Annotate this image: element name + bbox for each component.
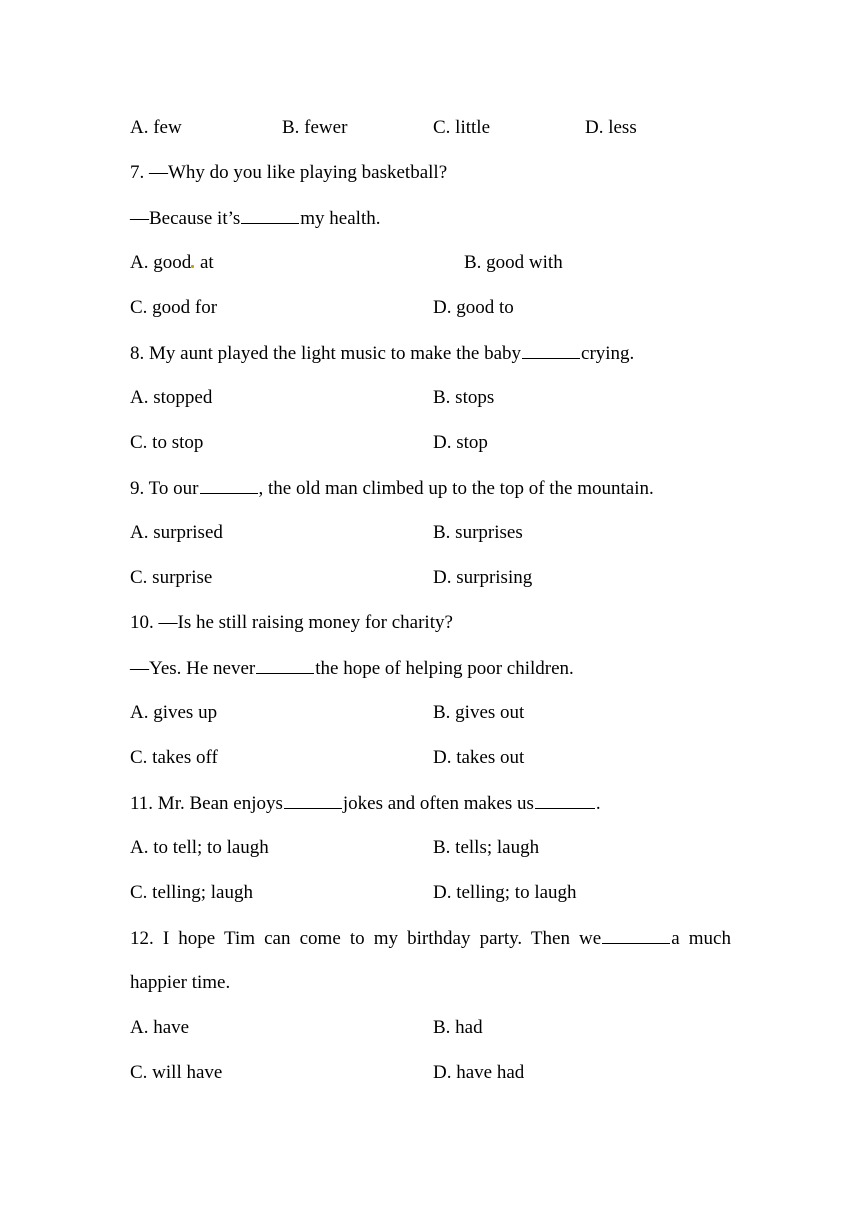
q8-stem-before: 8. My aunt played the light music to make the baby <box>130 343 522 364</box>
q9-option-b: B. surprises <box>433 522 523 543</box>
q7-reply-before: —Because it’s <box>130 208 241 229</box>
q11-option-d: D. telling; to laugh <box>433 882 577 903</box>
q7-stem: 7. —Why do you like playing basketball? <box>130 162 448 183</box>
q11-stem <box>130 791 601 816</box>
q8-answer-blank <box>522 341 580 359</box>
q6-option-d: D. less <box>585 117 637 138</box>
q9-stem-before: 9. To our <box>130 478 199 499</box>
q10-stem: 10. —Is he still raising money for charity? <box>130 612 453 633</box>
q8-option-c: C. to stop <box>130 432 204 453</box>
q10-option-c: C. takes off <box>130 747 218 768</box>
q12-option-b: B. had <box>433 1017 483 1038</box>
q12-stem-before: 12. I hope Tim can come to my birthday party. Then we <box>130 928 602 949</box>
q12-option-c: C. will have <box>130 1062 223 1083</box>
q10-answer-blank <box>256 656 314 674</box>
q11-option-a: A. to tell; to laugh <box>130 837 269 858</box>
q8-stem-after: crying. <box>581 343 635 364</box>
q7-option-d: D. good to <box>433 297 514 318</box>
q6-option-b: B. fewer <box>282 117 348 138</box>
q7-reply <box>130 206 380 231</box>
highlight-mark <box>191 265 194 268</box>
q6-option-c: C. little <box>433 117 490 138</box>
q12-option-a: A. have <box>130 1017 190 1038</box>
q8-option-d: D. stop <box>433 432 488 453</box>
q10-option-d: D. takes out <box>433 747 525 768</box>
q7-option-c: C. good for <box>130 297 218 318</box>
q7-answer-blank <box>241 206 299 224</box>
q10-option-b: B. gives out <box>433 702 525 723</box>
q11-stem-before: 11. Mr. Bean enjoys <box>130 793 283 814</box>
q7-option-b: B. good with <box>464 252 563 273</box>
q11-stem-after: . <box>595 793 601 814</box>
q11-option-b: B. tells; laugh <box>433 837 540 858</box>
q12-option-d: D. have had <box>433 1062 525 1083</box>
q9-option-a: A. surprised <box>130 522 223 543</box>
q8-option-a: A. stopped <box>130 387 213 408</box>
q11-stem-middle: jokes and often makes us <box>342 793 534 814</box>
q11-answer-blank-1 <box>284 791 342 809</box>
q9-answer-blank <box>200 476 258 494</box>
q9-stem-after: , the old man climbed up to the top of the mountain. <box>258 478 654 499</box>
q12-stem <box>130 926 731 951</box>
q10-reply-before: —Yes. He never <box>130 658 256 679</box>
q12-answer-blank <box>602 926 670 944</box>
q9-option-c: C. surprise <box>130 567 213 588</box>
q7-option-a-word: A. good <box>130 252 192 273</box>
q7-reply-after: my health. <box>300 208 381 229</box>
q8-stem <box>130 341 634 366</box>
q12-stem-after: a much <box>671 928 731 949</box>
q10-reply-after: the hope of helping poor children. <box>315 658 574 679</box>
q10-reply <box>130 656 574 681</box>
q9-stem <box>130 476 654 501</box>
q7-option-a-tail: at <box>199 252 214 273</box>
q11-option-c: C. telling; laugh <box>130 882 253 903</box>
q9-option-d: D. surprising <box>433 567 533 588</box>
q8-option-b: B. stops <box>433 387 495 408</box>
q12-stem-line2: happier time. <box>130 972 231 993</box>
q10-option-a: A. gives up <box>130 702 218 723</box>
q7-option-a <box>130 251 214 275</box>
q11-answer-blank-2 <box>535 791 595 809</box>
q6-option-a: A. few <box>130 117 182 138</box>
